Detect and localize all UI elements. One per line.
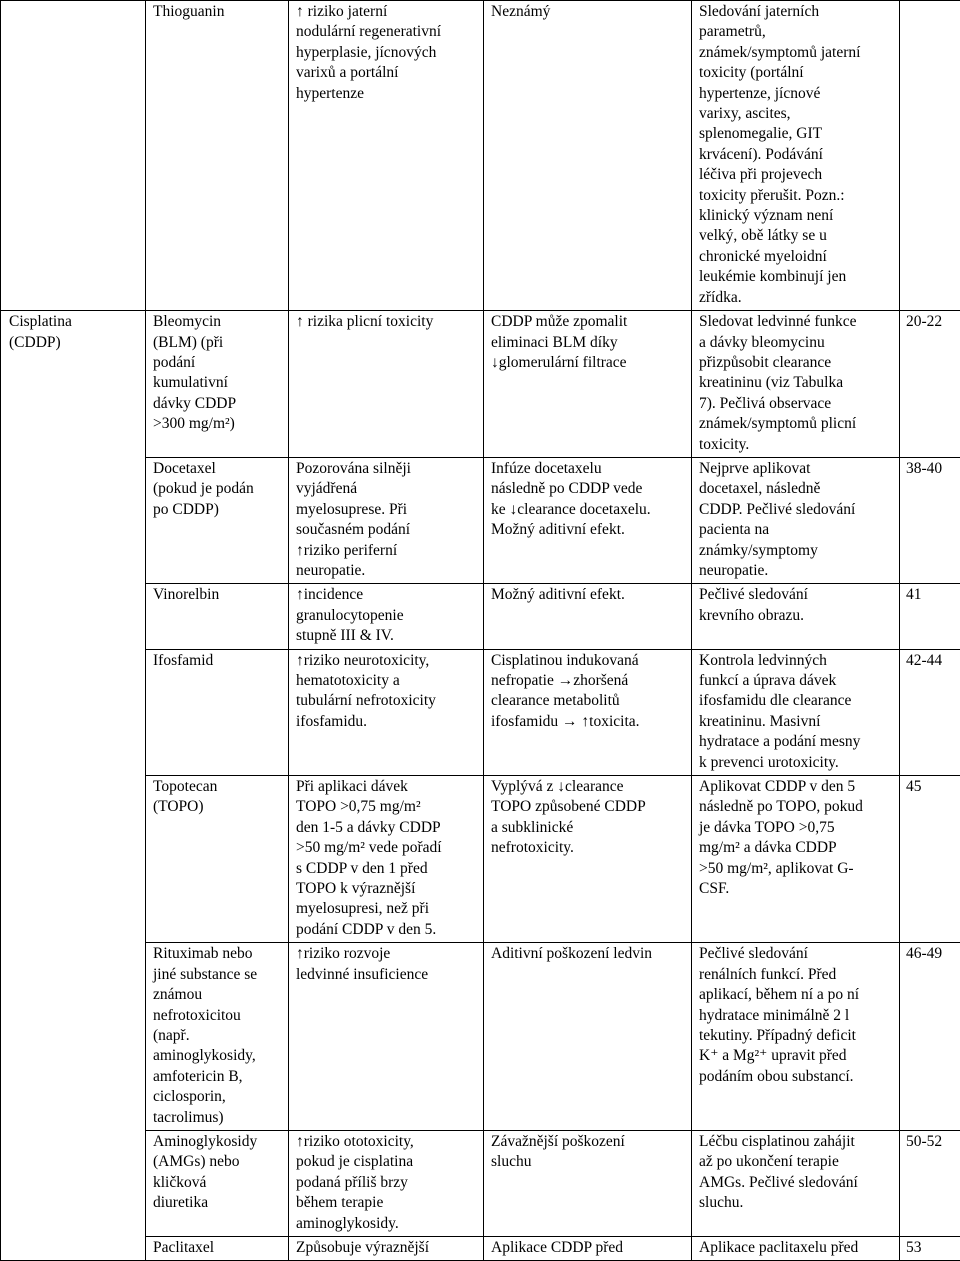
- recommendation-cell: [692, 776, 900, 943]
- reference-text: 45: [906, 777, 955, 797]
- effect-cell: [289, 457, 484, 583]
- effect-text: Při aplikaci dávek TOPO >0,75 mg/m² den 1-5 a dávky CDDP >50 mg/m² vede pořadí s CDDP v den 1 před TOPO k výraznější myelosupresi, než při podání CDDP v den 5.: [296, 777, 478, 940]
- mechanism-text: Neznámý: [491, 2, 686, 22]
- reference-cell: [900, 776, 960, 943]
- effect-text: ↑ rizika plicní toxicity: [296, 312, 478, 332]
- mechanism-text: Aplikace CDDP před: [491, 1238, 686, 1258]
- table-row: [1, 311, 960, 458]
- recommendation-text: Sledovat ledvinné funkce a dávky bleomycinu přizpůsobit clearance kreatininu (viz Tabulka 7). Pečlivá observace známek/symptomů plicní toxicity.: [699, 312, 894, 455]
- drug-name: Rituximab nebo jiné substance se známou nefrotoxicitou (např. aminoglykosidy, amfotericin B, ciclosporin, tacrolimus): [153, 944, 283, 1128]
- recommendation-cell: [692, 1130, 900, 1236]
- reference-cell: [900, 311, 960, 458]
- mechanism-cell: [484, 1130, 692, 1236]
- reference-cell: [900, 457, 960, 583]
- effect-text: ↑incidence granulocytopenie stupně III & IV.: [296, 585, 478, 646]
- reference-text: 41: [906, 585, 955, 605]
- effect-cell: [289, 776, 484, 943]
- drug-cell: [146, 1130, 289, 1236]
- recommendation-cell: [692, 457, 900, 583]
- group-cell: [1, 311, 146, 1261]
- effect-text: ↑riziko ototoxicity, pokud je cisplatina podaná příliš brzy během terapie aminoglykosidy.: [296, 1132, 478, 1234]
- group-cell-empty: [1, 1, 146, 311]
- effect-cell: [289, 649, 484, 775]
- effect-cell: [289, 311, 484, 458]
- effect-cell: [289, 943, 484, 1131]
- drug-name: Bleomycin (BLM) (při podání kumulativní dávky CDDP >300 mg/m²): [153, 312, 283, 434]
- reference-text: 53: [906, 1238, 955, 1258]
- drug-cell: [146, 584, 289, 649]
- reference-cell: [900, 584, 960, 649]
- mechanism-cell: [484, 776, 692, 943]
- recommendation-text: Pečlivé sledování renálních funkcí. Před aplikací, během ní a po ní hydratace minimálně 2 l tekutiny. Případný deficit K⁺ a Mg²⁺ upravit před podáním obou substancí.: [699, 944, 894, 1087]
- effect-cell: [289, 1, 484, 311]
- mechanism-text: Cisplatinou indukovaná nefropatie →zhoršená clearance metabolitů ifosfamidu → ↑toxicita.: [491, 651, 686, 733]
- mechanism-text: Závažnější poškození sluchu: [491, 1132, 686, 1173]
- drug-name: Thioguanin: [153, 2, 283, 22]
- recommendation-text: Aplikovat CDDP v den 5 následně po TOPO, pokud je dávka TOPO >0,75 mg/m² a dávka CDDP >50 mg/m², aplikovat G- CSF.: [699, 777, 894, 899]
- drug-cell: [146, 776, 289, 943]
- effect-text: Pozorována silněji vyjádřená myelosuprese. Při současném podání ↑riziko periferní neuropatie.: [296, 459, 478, 581]
- reference-cell: [900, 1, 960, 311]
- drug-cell: [146, 943, 289, 1131]
- mechanism-cell: [484, 1, 692, 311]
- mechanism-cell: [484, 584, 692, 649]
- effect-text: Způsobuje výraznější: [296, 1238, 478, 1258]
- recommendation-cell: [692, 1, 900, 311]
- mechanism-cell: [484, 943, 692, 1131]
- effect-text: ↑ riziko jaterní nodulární regenerativní hyperplasie, jícnových varixů a portální hypertenze: [296, 2, 478, 104]
- drug-name: Paclitaxel: [153, 1238, 283, 1258]
- recommendation-text: Nejprve aplikovat docetaxel, následně CDDP. Pečlivé sledování pacienta na známky/symptomy neuropatie.: [699, 459, 894, 581]
- drug-name: Ifosfamid: [153, 651, 283, 671]
- recommendation-cell: [692, 649, 900, 775]
- mechanism-text: CDDP může zpomalit eliminaci BLM díky ↓glomerulární filtrace: [491, 312, 686, 373]
- drug-name: Vinorelbin: [153, 585, 283, 605]
- recommendation-cell: [692, 311, 900, 458]
- mechanism-cell: [484, 311, 692, 458]
- recommendation-text: Kontrola ledvinných funkcí a úprava dávek ifosfamidu dle clearance kreatininu. Masivní hydratace a podání mesny k prevenci urotoxicity.: [699, 651, 894, 773]
- effect-text: ↑riziko neurotoxicity, hematotoxicity a tubulární nefrotoxicity ifosfamidu.: [296, 651, 478, 733]
- recommendation-cell: [692, 1236, 900, 1260]
- mechanism-cell: [484, 649, 692, 775]
- drug-cell: [146, 1, 289, 311]
- recommendation-cell: [692, 584, 900, 649]
- mechanism-text: Možný aditivní efekt.: [491, 585, 686, 605]
- drug-cell: [146, 1236, 289, 1260]
- recommendation-text: Léčbu cisplatinou zahájit až po ukončení terapie AMGs. Pečlivé sledování sluchu.: [699, 1132, 894, 1214]
- drug-cell: [146, 457, 289, 583]
- mechanism-text: Vyplývá z ↓clearance TOPO způsobené CDDP a subklinické nefrotoxicity.: [491, 777, 686, 859]
- drug-name: Docetaxel (pokud je podán po CDDP): [153, 459, 283, 520]
- recommendation-cell: [692, 943, 900, 1131]
- reference-text: 42-44: [906, 651, 955, 671]
- reference-cell: [900, 649, 960, 775]
- reference-cell: [900, 943, 960, 1131]
- reference-cell: [900, 1130, 960, 1236]
- reference-text: 38-40: [906, 459, 955, 479]
- mechanism-text: Aditivní poškození ledvin: [491, 944, 686, 964]
- reference-text: 20-22: [906, 312, 955, 332]
- effect-cell: [289, 1236, 484, 1260]
- mechanism-cell: [484, 1236, 692, 1260]
- recommendation-text: Pečlivé sledování krevního obrazu.: [699, 585, 894, 626]
- table-row: [1, 1, 960, 311]
- reference-text: 46-49: [906, 944, 955, 964]
- effect-text: ↑riziko rozvoje ledvinné insuficience: [296, 944, 478, 985]
- effect-cell: [289, 1130, 484, 1236]
- recommendation-text: Aplikace paclitaxelu před: [699, 1238, 894, 1258]
- drug-cell: [146, 311, 289, 458]
- group-label: Cisplatina (CDDP): [9, 312, 140, 353]
- effect-cell: [289, 584, 484, 649]
- drug-name: Aminoglykosidy (AMGs) nebo kličková diuretika: [153, 1132, 283, 1214]
- reference-cell: [900, 1236, 960, 1260]
- mechanism-text: Infúze docetaxelu následně po CDDP vede ke ↓clearance docetaxelu. Možný aditivní efekt.: [491, 459, 686, 541]
- mechanism-cell: [484, 457, 692, 583]
- reference-text: 50-52: [906, 1132, 955, 1152]
- recommendation-text: Sledování jaterních parametrů, známek/symptomů jaterní toxicity (portální hypertenze, jícnové varixy, ascites, splenomegalie, GIT krvácení). Podávání léčiva při projevech toxicity přerušit. Pozn.: klinický význam není velký, obě látky se u chronické myeloidní leukémie kombinují jen zřídka.: [699, 2, 894, 308]
- drug-cell: [146, 649, 289, 775]
- drug-name: Topotecan (TOPO): [153, 777, 283, 818]
